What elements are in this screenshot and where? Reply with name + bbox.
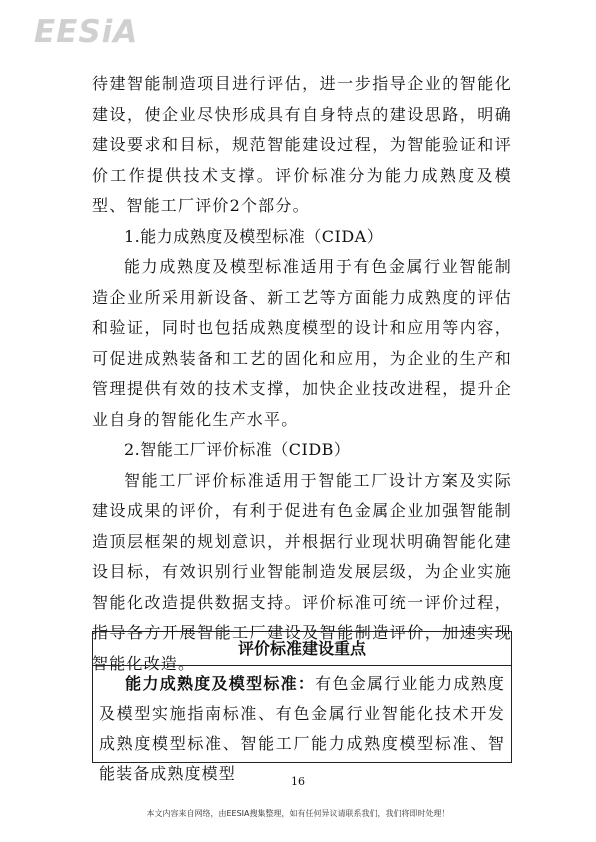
box-text: 有色金属行业能力成熟度及模型实施指南标准、有色金属行业智能化技术开发成熟度模型标准、智能工厂能力成熟度模型标准、智能装备成熟度模型 <box>99 674 505 783</box>
eesia-logo: EESiA <box>34 14 139 50</box>
section2-paragraph: 智能工厂评价标准适用于智能工厂设计方案及实际建设成果的评价，有利于促进有色金属企业加强智能制造顶层框架的规划意识，并根据行业现状明确智能化建设目标，有效识别行业智能制造发展层级，为企业实施智能化改造提供数据支持。评价标准可统一评价过程，指导各方开展智能工厂建设及智能制造评价，加速实现智能化改造。 <box>92 470 512 673</box>
main-content <box>92 69 512 679</box>
section1-paragraph: 能力成熟度及模型标准适用于有色金属行业智能制造企业所采用新设备、新工艺等方面能力成熟度的评估和验证，同时也包括成熟度模型的设计和应用等内容，可促进成熟装备和工艺的固化和应用，为企业的生产和管理提供有效的技术支撑，加快企业技改进程，提升企业自身的智能化生产水平。 <box>92 257 512 429</box>
page-number: 16 <box>291 775 305 788</box>
footer-notice: 本文内容来自网络，由EESIA搜集整理，如有任何异议请联系我们，我们将即时处理！ <box>146 809 450 818</box>
section2-heading: 2.智能工厂评价标准（CIDB） <box>124 440 351 459</box>
box-body <box>93 666 511 789</box>
section1-heading: 1.能力成熟度及模型标准（CIDA） <box>124 226 384 246</box>
intro-paragraph: 待建智能制造项目进行评估，进一步指导企业的智能化建设，使企业尽快形成具有自身特点的建设思路，明确建设要求和目标，规范智能建设过程，为智能验证和评价工作提供技术支撑。评价标准分为能力成熟度及模型、智能工厂评价2个部分。 <box>92 74 512 215</box>
box-title: 评价标准建设重点 <box>93 632 511 666</box>
box-label: 能力成熟度及模型标准： <box>125 674 316 693</box>
